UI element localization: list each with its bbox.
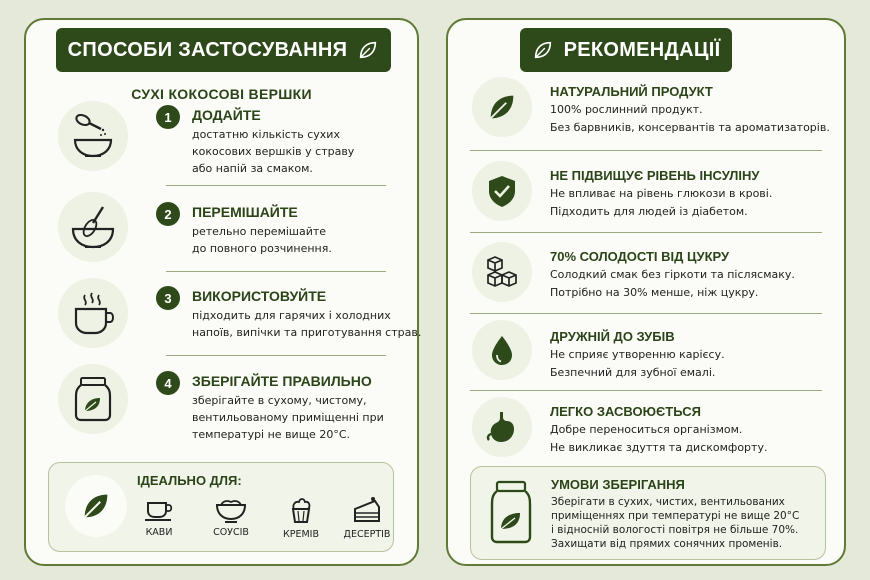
recommendations-title: РЕКОМЕНДАЦІЇ [563, 38, 721, 61]
rec-title-natural: НАТУРАЛЬНИЙ ПРОДУКТ [550, 84, 713, 99]
use-sauces [201, 495, 261, 538]
shield-check-icon [472, 161, 532, 221]
spoon-bowl-icon [58, 101, 128, 171]
usage-banner [56, 28, 391, 72]
recommendations-banner [520, 28, 732, 72]
use-coffee [129, 495, 189, 538]
cupcake-icon [271, 495, 331, 525]
product-subtitle: СУХІ КОКОСОВІ ВЕРШКИ [131, 86, 312, 102]
drop-icon [472, 320, 532, 380]
usage-panel [24, 18, 422, 566]
rec-title-teeth: ДРУЖНІЙ ДО ЗУБІВ [550, 329, 675, 344]
storage-text: Зберігати в сухих, чистих, вентильованих приміщеннях при температурі не вище 20°C і відносній вологості повітря не більше 70%. Захищати від прямих сонячних променів. [551, 496, 800, 550]
leaf-icon [357, 39, 379, 61]
jar-icon [489, 479, 533, 545]
step-1-title: ДОДАЙТЕ [192, 107, 261, 123]
cup-icon [129, 495, 189, 523]
use-label: ДЕСЕРТІВ [343, 529, 391, 540]
step-number-1: 1 [156, 105, 180, 129]
cake-icon [337, 495, 397, 525]
divider [470, 313, 822, 314]
divider [470, 232, 822, 233]
rec-text-natural: 100% рослинний продукт. Без барвників, консервантів та ароматизаторів. [550, 103, 830, 134]
rec-text-digestion: Добре переноситься організмом. Не викликає здуття та дискомфорту. [550, 423, 768, 454]
step-2-title: ПЕРЕМІШАЙТЕ [192, 204, 298, 220]
divider [470, 150, 822, 151]
storage-box [470, 466, 826, 560]
divider [166, 271, 386, 272]
rec-title-insulin: НЕ ПІДВИЩУЄ РІВЕНЬ ІНСУЛІНУ [550, 168, 760, 183]
recommendations-panel [446, 18, 846, 566]
divider [166, 185, 386, 186]
ideal-for-box [48, 462, 394, 552]
stomach-icon [472, 397, 532, 457]
rec-title-sweetness: 70% СОЛОДОСТІ ВІД ЦУКРУ [550, 249, 730, 264]
coffee-cup-icon [58, 278, 128, 348]
use-label: СОУСІВ [213, 527, 249, 538]
sauce-bowl-icon [201, 495, 261, 523]
use-creams [271, 495, 331, 540]
leaf-icon [65, 475, 127, 537]
step-number-3: 3 [156, 286, 180, 310]
step-number-4: 4 [156, 371, 180, 395]
jar-icon [58, 364, 128, 434]
rec-text-teeth: Не сприяє утворенню карієсу. Безпечний для зубної емалі. [550, 348, 725, 379]
divider [166, 355, 386, 356]
use-label: КАВИ [145, 527, 173, 538]
rec-title-digestion: ЛЕГКО ЗАСВОЮЄТЬСЯ [550, 404, 701, 419]
step-number-2: 2 [156, 202, 180, 226]
use-desserts [337, 495, 397, 540]
storage-title: УМОВИ ЗБЕРІГАННЯ [551, 477, 685, 492]
usage-title: СПОСОБИ ЗАСТОСУВАННЯ [67, 38, 348, 61]
step-4-title: ЗБЕРІГАЙТЕ ПРАВИЛЬНО [192, 373, 372, 389]
step-2-text: ретельно перемішайте до повного розчинення. [192, 225, 332, 255]
step-3-text: підходить для гарячих і холодних напоїв, випічки та приготування страв. [192, 309, 422, 339]
leaf-icon [472, 77, 532, 137]
whisk-bowl-icon [58, 192, 128, 262]
cubes-icon [472, 242, 532, 302]
rec-text-sweetness: Солодкий смак без гіркоти та післясмаку. Потрібно на 30% менше, ніж цукру. [550, 268, 795, 299]
divider [470, 390, 822, 391]
rec-text-insulin: Не впливає на рівень глюкози в крові. Підходить для людей із діабетом. [550, 187, 773, 218]
step-4-text: зберігайте в сухому, чистому, вентильованому приміщенні при температурі не вище 20°C. [192, 394, 384, 441]
use-label: КРЕМІВ [283, 529, 319, 540]
step-3-title: ВИКОРИСТОВУЙТЕ [192, 288, 327, 304]
step-1-text: достатню кількість сухих кокосових вершків у страву або напій за смаком. [192, 128, 355, 175]
ideal-title: ІДЕАЛЬНО ДЛЯ: [137, 473, 242, 488]
leaf-icon [532, 39, 554, 61]
